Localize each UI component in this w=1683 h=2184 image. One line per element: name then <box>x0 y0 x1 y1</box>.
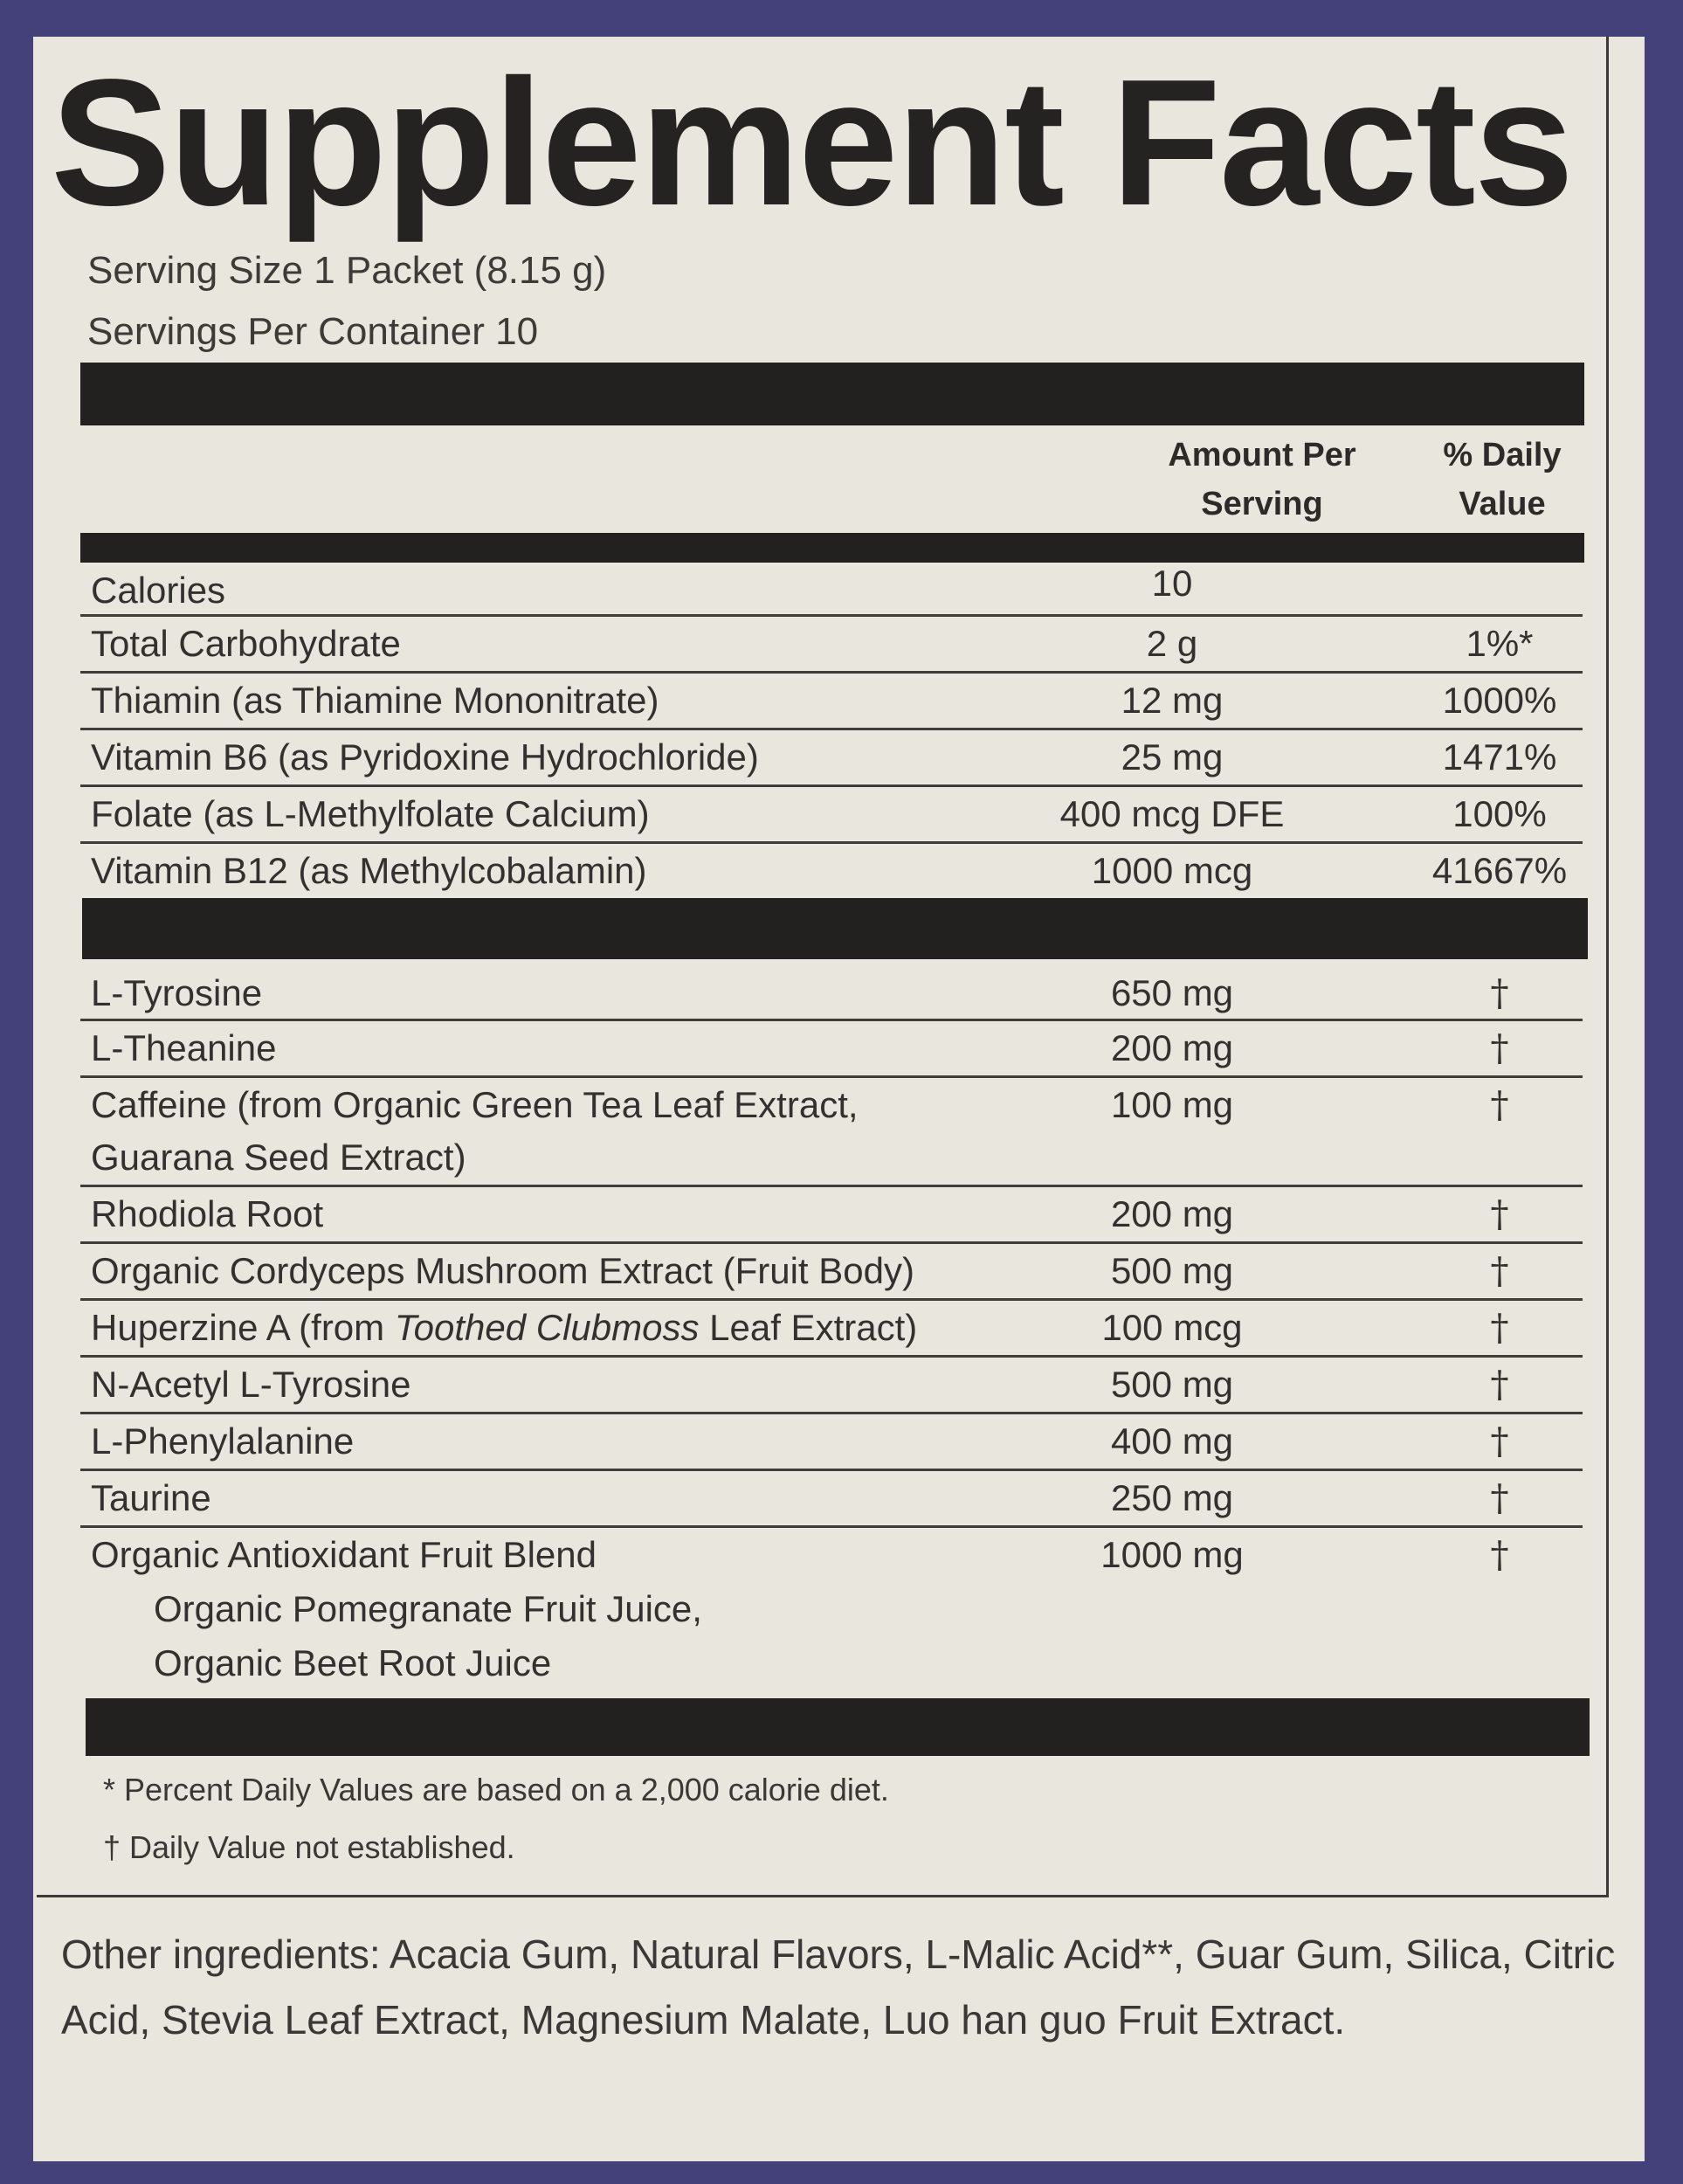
nutrient-row-carbohydrate <box>80 617 1583 674</box>
nutrient-row-vitamin-b12 <box>80 844 1583 898</box>
ingredient-amount: 500 mg <box>1110 1250 1234 1291</box>
ingredient-name: N-Acetyl L-Tyrosine <box>91 1364 411 1405</box>
thick-divider-middle <box>82 898 1588 959</box>
servings-per-container: Servings Per Container 10 <box>87 310 539 353</box>
nutrient-dv: 1000% <box>1442 680 1557 721</box>
nutrient-dv: 41667% <box>1431 850 1568 891</box>
serving-size: Serving Size 1 Packet (8.15 g) <box>87 249 607 292</box>
ingredient-amount: 1000 mg <box>1100 1534 1244 1575</box>
nutrient-row-vitamin-b6 <box>80 730 1583 787</box>
nutrient-amount: 2 g <box>1146 623 1198 664</box>
ingredient-name: Caffeine (from Organic Green Tea Leaf Extract, <box>91 1084 859 1125</box>
nutrient-amount: 10 <box>1151 563 1193 604</box>
nutrient-amount: 1000 mcg <box>1091 850 1253 891</box>
ingredient-dv: † <box>1490 1363 1509 1406</box>
thick-divider-bottom <box>86 1698 1590 1756</box>
nutrient-dv: 1471% <box>1442 736 1557 778</box>
ingredient-name-prefix: Huperzine A (from <box>91 1307 395 1348</box>
ingredient-name: L-Theanine <box>91 1027 277 1068</box>
thick-divider-header <box>80 533 1584 563</box>
ingredient-amount: 650 mg <box>1110 972 1234 1013</box>
nutrient-row-calories <box>80 563 1583 617</box>
ingredient-dv: † <box>1490 1420 1509 1462</box>
nutrient-row-thiamin <box>80 674 1583 730</box>
ingredient-row-l-theanine <box>80 1021 1583 1078</box>
ingredient-name-continued: Guarana Seed Extract) <box>91 1137 466 1178</box>
ingredient-dv: † <box>1490 1083 1509 1126</box>
nutrient-row-folate <box>80 787 1583 844</box>
column-header-amount: Amount Per Serving <box>1168 437 1356 522</box>
ingredient-name: Taurine <box>91 1477 211 1518</box>
nutrient-dv: 100% <box>1452 793 1547 834</box>
ingredient-amount: 250 mg <box>1110 1477 1234 1518</box>
nutrient-amount: 25 mg <box>1121 736 1224 778</box>
nutrient-name: Calories <box>91 570 226 611</box>
ingredient-dv: † <box>1490 1026 1509 1069</box>
ingredient-row-l-tyrosine <box>80 966 1583 1021</box>
blend-component: Organic Pomegranate Fruit Juice, <box>154 1588 702 1629</box>
ingredient-name-italic: Toothed Clubmoss <box>394 1307 700 1348</box>
ingredient-dv: † <box>1490 1249 1509 1292</box>
column-header-daily-value: % Daily Value <box>1443 437 1562 522</box>
ingredient-row-rhodiola <box>80 1187 1583 1244</box>
nutrient-dv: 1%* <box>1466 623 1534 664</box>
footnote-daily-value-not-established: † Daily Value not established. <box>103 1829 515 1865</box>
ingredient-name: Organic Antioxidant Fruit Blend <box>91 1534 597 1575</box>
ingredient-name <box>91 1301 917 1355</box>
nutrient-name: Total Carbohydrate <box>91 623 401 664</box>
ingredient-dv: † <box>1490 1476 1509 1519</box>
nutrient-name: Folate (as L-Methylfolate Calcium) <box>91 793 650 834</box>
panel-title: Supplement Facts <box>51 42 1573 243</box>
ingredient-row-antioxidant-blend <box>80 1528 1583 1694</box>
thick-divider-top <box>80 363 1584 425</box>
blend-component: Organic Beet Root Juice <box>154 1642 552 1683</box>
ingredient-amount: 500 mg <box>1110 1364 1234 1405</box>
ingredient-name: Rhodiola Root <box>91 1193 324 1234</box>
ingredient-amount: 400 mg <box>1110 1420 1234 1462</box>
ingredient-amount: 100 mg <box>1110 1084 1234 1125</box>
ingredient-dv: † <box>1490 1306 1509 1349</box>
ingredient-row-n-acetyl-l-tyrosine <box>80 1358 1583 1414</box>
ingredient-row-l-phenylalanine <box>80 1414 1583 1471</box>
other-ingredients: Other ingredients: Acacia Gum, Natural Flavors, L-Malic Acid**, Guar Gum, Silica, Citric Acid, Stevia Leaf Extract, Magnesium Malate, Luo han guo Fruit Extract. <box>61 1932 1616 2042</box>
ingredient-dv: † <box>1490 1533 1509 1576</box>
ingredient-row-caffeine <box>80 1078 1583 1187</box>
ingredient-row-taurine <box>80 1471 1583 1528</box>
ingredient-amount: 200 mg <box>1110 1027 1234 1068</box>
ingredient-name-suffix: Leaf Extract) <box>699 1307 918 1348</box>
nutrient-amount: 12 mg <box>1121 680 1224 721</box>
ingredient-name: L-Phenylalanine <box>91 1420 355 1462</box>
footnote-percent-daily-value: * Percent Daily Values are based on a 2,000 calorie diet. <box>103 1772 889 1807</box>
nutrient-name: Vitamin B6 (as Pyridoxine Hydrochloride) <box>91 736 759 778</box>
nutrient-name: Thiamin (as Thiamine Mononitrate) <box>91 680 659 721</box>
ingredient-amount: 200 mg <box>1110 1193 1234 1234</box>
nutrient-amount: 400 mcg DFE <box>1059 793 1285 834</box>
ingredient-row-huperzine <box>80 1301 1583 1358</box>
ingredient-name: Organic Cordyceps Mushroom Extract (Fruit Body) <box>91 1250 914 1291</box>
ingredient-dv: † <box>1490 971 1509 1014</box>
nutrient-name: Vitamin B12 (as Methylcobalamin) <box>91 850 647 891</box>
ingredient-name: L-Tyrosine <box>91 972 263 1013</box>
ingredient-dv: † <box>1490 1192 1509 1235</box>
ingredient-row-cordyceps <box>80 1244 1583 1301</box>
ingredient-amount: 100 mcg <box>1101 1307 1243 1348</box>
